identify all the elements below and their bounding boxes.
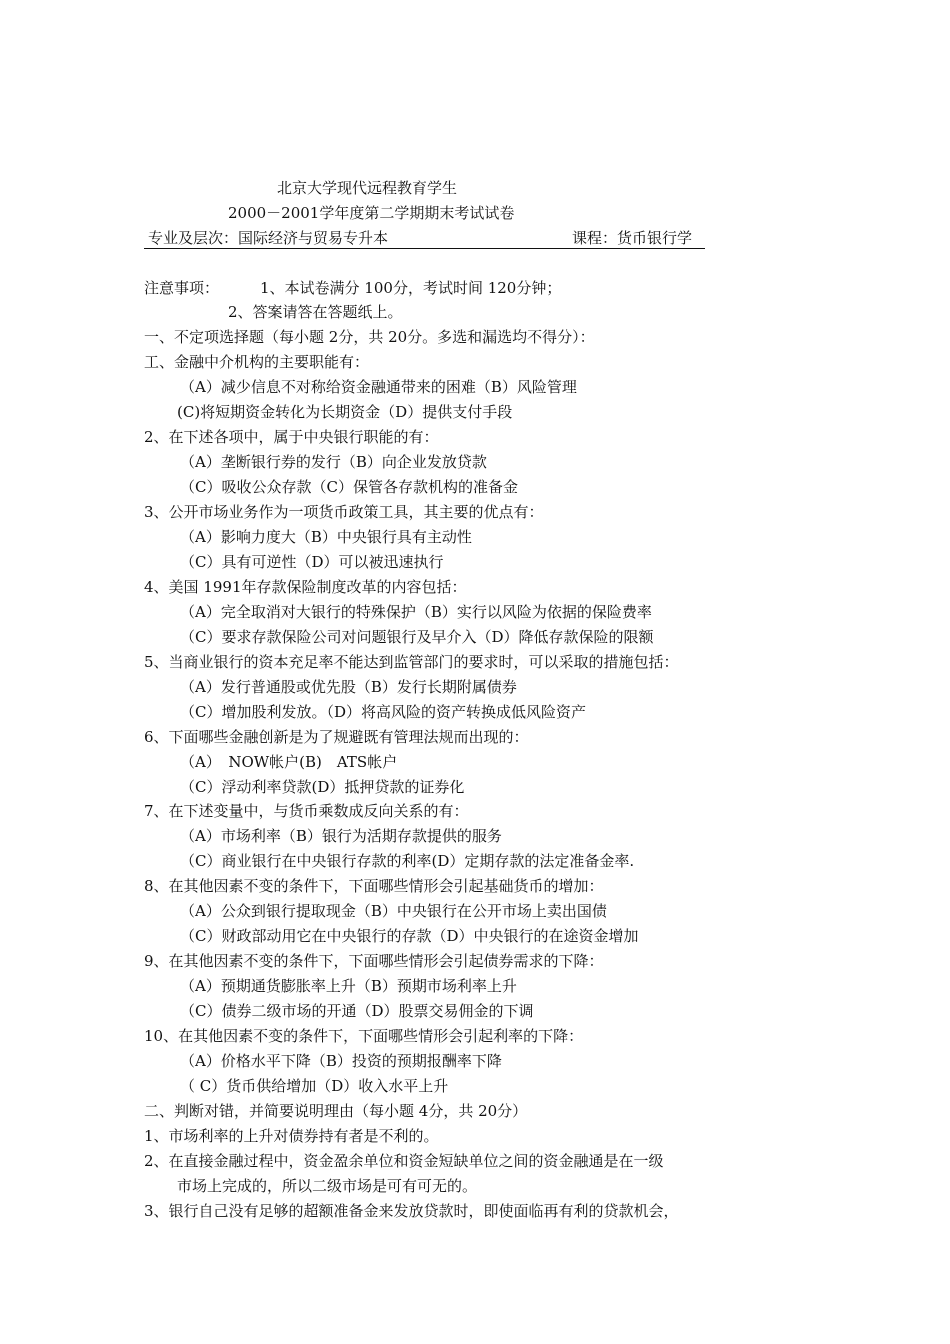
q10-option-line-2: （ C）货币供给增加（D）收入水平上升 bbox=[180, 1077, 449, 1095]
q3-option-line-2: （C）具有可逆性（D）可以被迅速执行 bbox=[180, 553, 444, 571]
exam-title: 2000－2001学年度第二学期期末考试试卷 bbox=[228, 204, 515, 222]
judge-2-line-1: 2、在直接金融过程中，资金盈余单位和资金短缺单位之间的资金融通是在一级 bbox=[144, 1152, 664, 1170]
q8-stem: 8、在其他因素不变的条件下，下面哪些情形会引起基础货币的增加： bbox=[144, 877, 604, 895]
q1-stem: 工、金融中介机构的主要职能有： bbox=[144, 353, 370, 371]
section1-heading: 一、不定项选择题（每小题 2分，共 20分。多选和漏选均不得分）： bbox=[144, 328, 595, 346]
q5-stem: 5、当商业银行的资本充足率不能达到监管部门的要求时，可以采取的措施包括： bbox=[144, 653, 679, 671]
q7-option-line-1: （A）市场利率（B）银行为活期存款提供的服务 bbox=[180, 827, 502, 845]
section2-heading: 二、判断对错，并简要说明理由（每小题 4分，共 20分） bbox=[144, 1102, 528, 1120]
q4-option-line-1: （A）完全取消对大银行的特殊保护（B）实行以风险为依据的保险费率 bbox=[180, 603, 652, 621]
q2-option-line-2: （C）吸收公众存款（C）保管各存款机构的准备金 bbox=[180, 478, 518, 496]
q3-option-line-1: （A）影响力度大（B）中央银行具有主动性 bbox=[180, 528, 472, 546]
notes-item-1: 1、本试卷满分 100分，考试时间 120分钟； bbox=[260, 279, 562, 297]
judge-2-line-2: 市场上完成的，所以二级市场是可有可无的。 bbox=[177, 1177, 478, 1195]
major-level: 专业及层次：国际经济与贸易专升本 bbox=[148, 229, 389, 247]
q3-stem: 3、公开市场业务作为一项货币政策工具，其主要的优点有： bbox=[144, 503, 544, 521]
q6-stem: 6、下面哪些金融创新是为了规避既有管理法规而出现的： bbox=[144, 728, 529, 746]
course-name: 课程：货币银行学 bbox=[572, 229, 693, 247]
q9-stem: 9、在其他因素不变的条件下，下面哪些情形会引起债券需求的下降： bbox=[144, 952, 604, 970]
q9-option-line-2: （C）债券二级市场的开通（D）股票交易佣金的下调 bbox=[180, 1002, 534, 1020]
q8-option-line-2: （C）财政部动用它在中央银行的存款（D）中央银行的在途资金增加 bbox=[180, 927, 639, 945]
q7-stem: 7、在下述变量中，与货币乘数成反向关系的有： bbox=[144, 802, 469, 820]
q2-stem: 2、在下述各项中，属于中央银行职能的有： bbox=[144, 428, 439, 446]
judge-3: 3、银行自己没有足够的超额准备金来发放贷款时，即使面临再有利的贷款机会， bbox=[144, 1202, 679, 1220]
q9-option-line-1: （A）预期通货膨胀率上升（B）预期市场利率上升 bbox=[180, 977, 517, 995]
school-name: 北京大学现代远程教育学生 bbox=[277, 179, 458, 197]
q4-stem: 4、美国 1991年存款保险制度改革的内容包括： bbox=[144, 578, 467, 596]
judge-1: 1、市场利率的上升对债券持有者是不利的。 bbox=[144, 1127, 439, 1145]
notes-item-2: 2、答案请答在答题纸上。 bbox=[228, 303, 403, 321]
q10-stem: 10、在其他因素不变的条件下，下面哪些情形会引起利率的下降： bbox=[144, 1027, 584, 1045]
q4-option-line-2: （C）要求存款保险公司对问题银行及早介入（D）降低存款保险的限额 bbox=[180, 628, 654, 646]
q10-option-line-1: （A）价格水平下降（B）投资的预期报酬率下降 bbox=[180, 1052, 502, 1070]
q5-option-line-1: （A）发行普通股或优先股（B）发行长期附属债券 bbox=[180, 678, 517, 696]
header-info-row bbox=[144, 228, 705, 249]
q6-option-line-1: （A） NOW帐户(B) ATS帐户 bbox=[180, 753, 398, 771]
q2-option-line-1: （A）垄断银行券的发行（B）向企业发放贷款 bbox=[180, 453, 487, 471]
q6-option-line-2: （C）浮动利率贷款(D）抵押贷款的证券化 bbox=[180, 778, 465, 796]
q8-option-line-1: （A）公众到银行提取现金（B）中央银行在公开市场上卖出国债 bbox=[180, 902, 607, 920]
q1-option-line-1: （A）减少信息不对称给资金融通带来的困难（B）风险管理 bbox=[180, 378, 577, 396]
q5-option-line-2: （C）增加股利发放。（D）将高风险的资产转换成低风险资产 bbox=[180, 703, 587, 721]
notes-label: 注意事项： bbox=[144, 279, 220, 297]
q7-option-line-2: （C）商业银行在中央银行存款的利率(D）定期存款的法定准备金率. bbox=[180, 852, 635, 870]
q1-option-line-2: (C)将短期资金转化为长期资金（D）提供支付手段 bbox=[177, 403, 513, 421]
